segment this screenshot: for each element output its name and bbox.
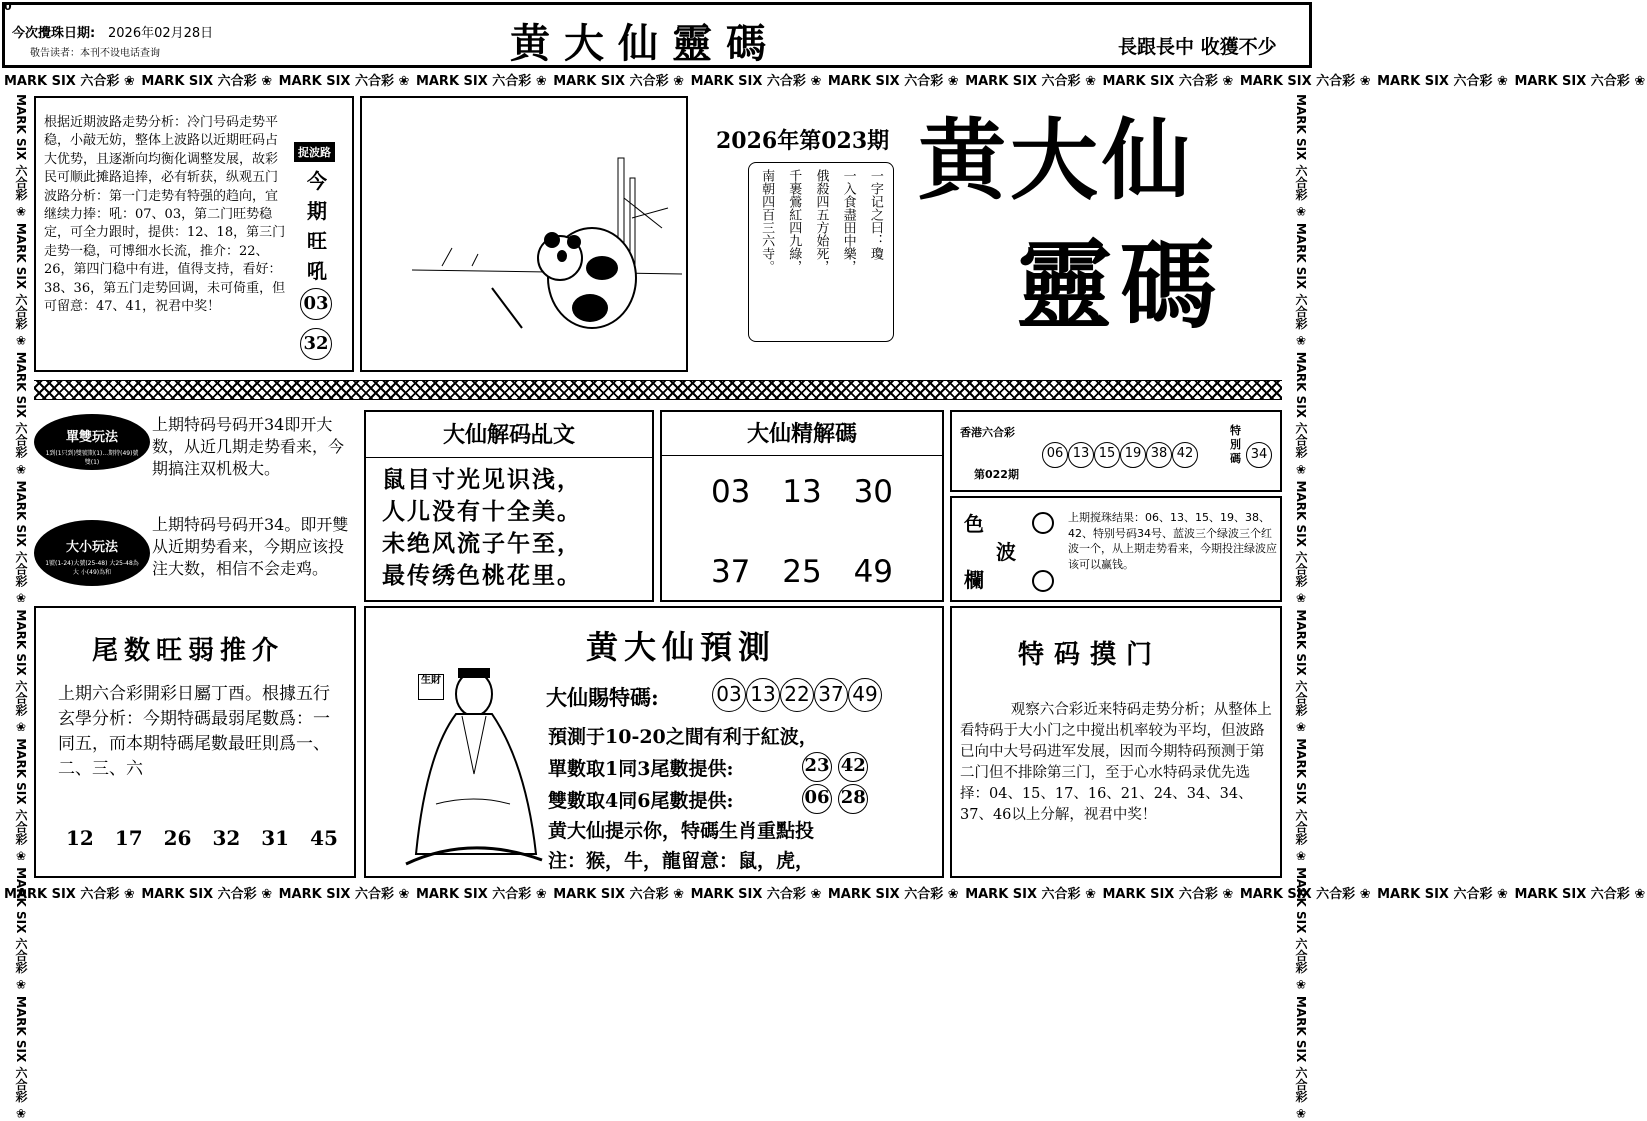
big-small-badge: 大小玩法 1號(1-24)大號(25-48) 大25-48為大 小(49)為和 xyxy=(34,520,150,586)
gift-numbers: 03 13 22 37 49 xyxy=(712,678,882,712)
predict-title: 黄大仙預測 xyxy=(586,628,777,666)
predict-numbers: 23 42 xyxy=(802,752,868,782)
gift-label: 大仙賜特碼: xyxy=(546,685,659,710)
decode-title: 大仙解码乩文 xyxy=(366,412,652,458)
decode-lines: 鼠目寸光见识浅， 人儿没有十全美。 未绝风流子午至， 最传绣色桃花里。 xyxy=(382,466,582,589)
poem-columns xyxy=(749,163,893,279)
issue-title: 2026年第023期 xyxy=(716,128,890,154)
tail-numbers: 12 17 26 32 31 45 xyxy=(66,826,338,850)
wave-box xyxy=(950,496,1282,602)
results-box xyxy=(950,410,1282,492)
special-number: 34 xyxy=(1246,442,1272,468)
tail-text: 上期六合彩開彩日屬丁酉。根據五行玄學分析：今期特碼最弱尾數爲：一同五，而本期特碼尾數最旺則爲一、二、三、六 xyxy=(58,684,330,779)
predict-line: 單數取1同3尾數提供: xyxy=(548,758,734,780)
results-label: 香港六合彩 xyxy=(960,426,1015,439)
trend-number: 32 xyxy=(300,328,332,360)
wave-label: 欄 xyxy=(964,568,984,592)
trend-box xyxy=(34,96,354,372)
poem-line: 俄殺四五方始死， xyxy=(813,169,829,273)
corner-mark: 0 xyxy=(4,0,12,13)
wave-text: 上期搅珠结果：06、13、15、19、38、42、特别号码34号、蓝波三个绿波三个红波一个，从上期走势看来，今期投注绿波应该可以赢钱。 xyxy=(1068,511,1277,571)
precise-row: 37 25 49 xyxy=(710,554,894,590)
page-title: 黄大仙靈碼 xyxy=(510,20,780,67)
poem-line: 千裹鶯紅四九綠， xyxy=(786,169,802,273)
bottom-brand-strip: MARK SIX 六合彩 ❀ MARK SIX 六合彩 ❀ MARK SIX 六合彩 ❀ MARK SIX 六合彩 ❀ MARK SIX 六合彩 ❀ MARK SIX 六合彩 ❀ MARK SIX 六合彩 ❀ MARK SIX 六合彩 ❀ MARK SIX 六合彩 ❀ MARK SIX 六合彩 ❀ MARK SIX 六合彩 ❀ MARK SIX 六合彩 ❀ xyxy=(4,887,1646,902)
slogan: 長跟長中 收獲不少 xyxy=(1118,36,1277,58)
results-numbers: 06 13 15 19 38 42 xyxy=(1042,442,1198,468)
draw-date: 2026年02月28日 xyxy=(108,26,214,41)
special-label: 特別碼 xyxy=(1230,424,1241,465)
top-brand-strip: MARK SIX 六合彩 ❀ MARK SIX 六合彩 ❀ MARK SIX 六合彩 ❀ MARK SIX 六合彩 ❀ MARK SIX 六合彩 ❀ MARK SIX 六合彩 ❀ MARK SIX 六合彩 ❀ MARK SIX 六合彩 ❀ MARK SIX 六合彩 ❀ MARK SIX 六合彩 ❀ MARK SIX 六合彩 ❀ MARK SIX 六合彩 ❀ xyxy=(4,74,1646,89)
tail-title: 尾数旺弱推介 xyxy=(92,636,285,666)
special-door-text: 观察六合彩近来特码走势分析；从整体上看特码于大小门之中搅出机率较为平均，但波路已向中大号码进军发展，因而今期特码预测于第二门但不排除第三门，至于心水特码录优先选择：04、15、17、16、21、24、34、34、37、46以上分解，视君中奖！ xyxy=(960,702,1272,823)
left-brand-strip: MARK SIX 六合彩 ❀ MARK SIX 六合彩 ❀ MARK SIX 六合彩 ❀ MARK SIX 六合彩 ❀ MARK SIX 六合彩 ❀ MARK SIX 六合彩 ❀ MARK SIX 六合彩 ❀ MARK SIX 六合彩 ❀ xyxy=(14,94,28,1121)
decode-box xyxy=(364,410,654,602)
trend-vertical: 今 期 旺 吼 xyxy=(307,169,327,283)
sage-figure-icon xyxy=(396,654,544,878)
results-issue: 第022期 xyxy=(974,468,1019,481)
poem-line: 一字记之曰：瓊 xyxy=(867,169,883,260)
trend-number: 03 xyxy=(300,288,332,320)
pattern-divider xyxy=(34,380,1282,400)
odd-even-badge: 單雙玩法 1到(1只到)雙號期(1)...期特(49)號雙(1) xyxy=(34,414,150,470)
special-door-title: 特码摸门 xyxy=(1018,640,1163,670)
wave-label: 波 xyxy=(996,540,1016,564)
notice-text: 敬告读者：本刊不设电话查询 xyxy=(30,48,160,59)
tail-box xyxy=(34,606,356,878)
predict-line: 預測于10-20之間有利于紅波， xyxy=(548,726,818,748)
wave-circle-icon xyxy=(1032,570,1054,592)
trend-tag: 捉波路 xyxy=(294,142,335,162)
wave-circle-icon xyxy=(1032,512,1054,534)
panda-illustration xyxy=(360,96,688,372)
predict-line: 雙數取4同6尾數提供: xyxy=(548,790,734,812)
precise-box xyxy=(660,410,944,602)
odd-even-text: 上期特码号码开34即开大数，从近几期走势看来，今期搞注双机极大。 xyxy=(152,415,345,478)
panda-icon xyxy=(362,98,686,370)
big-small-text: 上期特码号码开34。即开雙从近期势看来，今期应该投注大数，相信不会走鸡。 xyxy=(152,515,349,578)
poem-scroll xyxy=(748,162,894,342)
seal: 生財 xyxy=(418,674,444,700)
right-brand-strip: MARK SIX 六合彩 ❀ MARK SIX 六合彩 ❀ MARK SIX 六合彩 ❀ MARK SIX 六合彩 ❀ MARK SIX 六合彩 ❀ MARK SIX 六合彩 ❀ MARK SIX 六合彩 ❀ MARK SIX 六合彩 ❀ xyxy=(1294,94,1308,1121)
wave-label: 色 xyxy=(964,512,984,536)
trend-text: 根据近期波路走势分析：冷门号码走势平稳，小敲无妨，整体上波路以近期旺码占大优势，且逐渐向均衡化调整发展，故彩民可顺此摊路追捧，必有斩获，纵观五门波路分析：第一门走势有特强的趋向，宜继续力捧：吼：07、03，第二门旺势稳定，可全力跟时，提供：12、18，第三门走势一稳，可博细水长流，推介：22、26，第四门稳中有进，值得支持，看好：38、36，第五门走势回调，未可倚重，但可留意：47、41，祝君中奖！ xyxy=(44,115,286,315)
draw-date-label: 今次攪珠日期: xyxy=(12,26,96,41)
predict-numbers: 06 28 xyxy=(802,784,868,814)
poem-line: 一入食盡田中樂， xyxy=(840,169,856,273)
poem-line: 南朝四百三六寺。 xyxy=(759,169,775,273)
special-door-box xyxy=(950,606,1282,878)
predict-box xyxy=(364,606,944,878)
predict-line: 注：猴，牛，龍留意：鼠，虎， xyxy=(548,850,815,872)
big-title-line2: 靈碼 xyxy=(1016,229,1224,342)
precise-title: 大仙精解碼 xyxy=(662,412,942,456)
big-title-line1: 黄大仙 xyxy=(918,108,1195,212)
predict-line: 黄大仙提示你，特碼生肖重點投 xyxy=(548,820,815,842)
precise-row: 03 13 30 xyxy=(710,474,894,510)
